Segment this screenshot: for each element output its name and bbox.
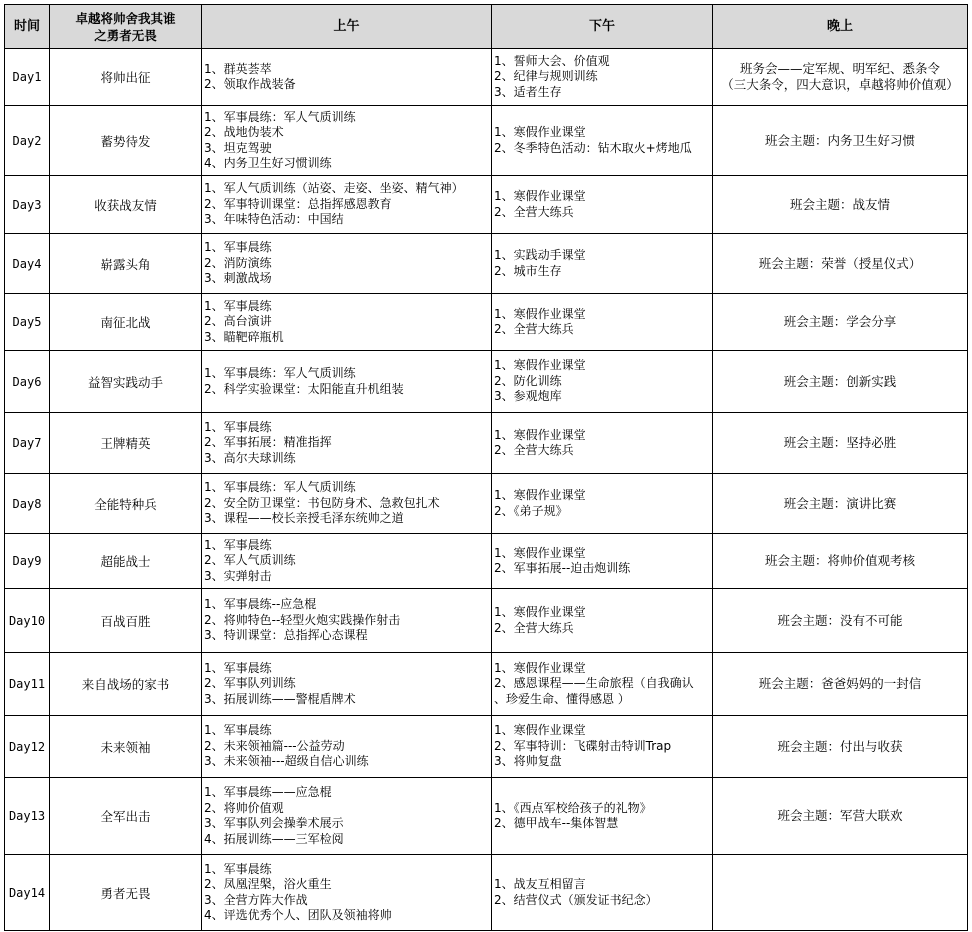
- morning-cell: [202, 716, 492, 778]
- evening-cell: [713, 855, 968, 931]
- evening-activity: 班会主题：坚持必胜: [783, 435, 897, 450]
- header-time: 时间: [5, 5, 50, 49]
- header-morning: 上午: [202, 5, 492, 49]
- morning-activity: 4、内务卫生好习惯训练: [204, 156, 332, 170]
- day-cell: Day13: [5, 778, 50, 855]
- afternoon-activity: 1、实践动手课堂: [494, 248, 586, 262]
- table-row: [5, 294, 968, 351]
- morning-activity: 2、未来领袖篇---公益劳动: [204, 738, 345, 753]
- evening-activity: 班会主题：没有不可能: [777, 612, 903, 628]
- morning-activity: 2、科学实验课堂：太阳能直升机组装: [204, 381, 404, 396]
- morning-cell: [202, 351, 492, 413]
- morning-cell: [202, 653, 492, 716]
- morning-activity: 1、军事晨练: [204, 537, 272, 552]
- morning-cell: [202, 106, 492, 176]
- day-cell: Day4: [5, 234, 50, 294]
- morning-activity: 3、刺激战场: [204, 271, 272, 286]
- morning-activity: 3、高尔夫球训练: [204, 450, 296, 465]
- schedule-body: [5, 49, 968, 931]
- morning-activity: 2、领取作战装备: [204, 77, 296, 91]
- evening-cell: [713, 351, 968, 413]
- evening-cell: [713, 589, 968, 653]
- morning-activity: 2、凤凰涅槃，浴火重生: [204, 877, 332, 891]
- afternoon-activity: 3、参观炮库: [494, 389, 562, 404]
- afternoon-activity: 1、《西点军校给孩子的礼物》: [494, 800, 652, 815]
- afternoon-activity: 2、全营大练兵: [494, 322, 574, 336]
- evening-cell: [713, 413, 968, 474]
- day-cell: Day10: [5, 589, 50, 653]
- morning-activity: 2、消防演练: [204, 255, 272, 270]
- afternoon-cell: [492, 413, 713, 474]
- table-row: [5, 106, 968, 176]
- theme-cell: 全军出击: [50, 778, 202, 855]
- morning-activity: 1、军事晨练: [204, 660, 272, 675]
- morning-activity: 1、军人气质训练（站姿、走姿、坐姿、精气神）: [204, 181, 464, 196]
- evening-cell: [713, 234, 968, 294]
- morning-cell: [202, 778, 492, 855]
- morning-activity: 3、实弹射击: [204, 568, 272, 583]
- evening-activity: 班会主题：荣誉（授星仪式）: [758, 255, 922, 271]
- morning-cell: [202, 855, 492, 931]
- evening-cell: [713, 474, 968, 534]
- morning-activity: 4、拓展训练——三军检阅: [204, 831, 344, 846]
- morning-activity: 2、军事特训课堂：总指挥感恩教育: [204, 196, 392, 211]
- morning-activity: 3、瞄靶碎瓶机: [204, 329, 284, 344]
- theme-cell: 超能战士: [50, 534, 202, 589]
- day-cell: Day12: [5, 716, 50, 778]
- table-row: [5, 534, 968, 589]
- evening-activity: 班会主题：军营大联欢: [777, 808, 903, 823]
- morning-activity: 3、特训课堂：总指挥心态课程: [204, 628, 368, 643]
- morning-activity: 4、评选优秀个人、团队及领袖将帅: [204, 908, 392, 922]
- morning-activity: 2、将帅价值观: [204, 800, 284, 815]
- morning-activity: 2、军事队列训练: [204, 676, 296, 691]
- table-row: [5, 778, 968, 855]
- afternoon-activity: 2、德甲战车--集体智慧: [494, 816, 619, 830]
- day-cell: Day7: [5, 413, 50, 474]
- afternoon-activity: 2、军事特训：飞碟射击特训Trap: [494, 738, 672, 753]
- afternoon-cell: [492, 474, 713, 534]
- evening-cell: [713, 716, 968, 778]
- morning-activity: 3、年味特色活动：中国结: [204, 212, 344, 227]
- morning-activity: 3、军事队列会操拳术展示: [204, 816, 344, 830]
- afternoon-activity: 、珍爱生命、懂得感恩 ）: [494, 691, 630, 706]
- day-cell: Day1: [5, 49, 50, 106]
- evening-activity: 班会主题：内务卫生好习惯: [764, 132, 915, 148]
- morning-activity: 2、安全防卫课堂：书包防身术、急救包扎术: [204, 495, 440, 510]
- afternoon-cell: [492, 49, 713, 106]
- afternoon-activity: 1、寒假作业课堂: [494, 189, 586, 203]
- afternoon-cell: [492, 351, 713, 413]
- afternoon-cell: [492, 589, 713, 653]
- evening-activity: 班会主题：创新实践: [783, 373, 897, 389]
- afternoon-activity: 2、《弟子规》: [494, 503, 568, 518]
- morning-activity: 2、战地伪装术: [204, 125, 284, 139]
- evening-activity: 班务会——定军规、明军纪、悉条令: [739, 61, 940, 76]
- afternoon-cell: [492, 294, 713, 351]
- morning-activity: 1、军事晨练: [204, 723, 272, 738]
- afternoon-cell: [492, 176, 713, 234]
- afternoon-cell: [492, 778, 713, 855]
- theme-cell: 将帅出征: [50, 49, 202, 106]
- afternoon-activity: 1、寒假作业课堂: [494, 358, 586, 373]
- morning-cell: [202, 474, 492, 534]
- morning-activity: 3、未来领袖---超级自信心训练: [204, 754, 369, 769]
- evening-cell: [713, 294, 968, 351]
- theme-cell: 勇者无畏: [50, 855, 202, 931]
- afternoon-activity: 1、寒假作业课堂: [494, 723, 586, 738]
- table-row: [5, 351, 968, 413]
- evening-cell: [713, 653, 968, 716]
- header-theme: 卓越将帅舍我其谁之勇者无畏: [50, 5, 202, 49]
- afternoon-activity: 2、城市生存: [494, 263, 562, 278]
- afternoon-activity: 1、寒假作业课堂: [494, 660, 586, 675]
- evening-cell: [713, 534, 968, 589]
- afternoon-cell: [492, 106, 713, 176]
- evening-activity: 班会主题：爸爸妈妈的一封信: [758, 676, 922, 691]
- afternoon-cell: [492, 234, 713, 294]
- morning-activity: 1、军事晨练——应急棍: [204, 785, 332, 799]
- table-row: [5, 176, 968, 234]
- schedule-table: [4, 4, 968, 931]
- day-cell: Day14: [5, 855, 50, 931]
- morning-activity: 1、军事晨练: [204, 298, 272, 313]
- evening-activity: 班会主题：战友情: [789, 196, 890, 212]
- morning-activity: 1、军事晨练: [204, 861, 272, 876]
- afternoon-activity: 1、战友互相留言: [494, 877, 586, 891]
- morning-activity: 2、军事拓展：精准指挥: [204, 435, 332, 450]
- theme-cell: 来自战场的家书: [50, 653, 202, 716]
- day-cell: Day11: [5, 653, 50, 716]
- theme-cell: 崭露头角: [50, 234, 202, 294]
- evening-cell: [713, 176, 968, 234]
- table-row: [5, 653, 968, 716]
- morning-cell: [202, 176, 492, 234]
- afternoon-activity: 1、寒假作业课堂: [494, 427, 586, 442]
- afternoon-cell: [492, 716, 713, 778]
- day-cell: Day9: [5, 534, 50, 589]
- afternoon-activity: 2、结营仪式（颁发证书纪念）: [494, 892, 658, 907]
- header-evening: 晚上: [713, 5, 968, 49]
- evening-activity: 班会主题：演讲比赛: [783, 495, 897, 511]
- theme-cell: 未来领袖: [50, 716, 202, 778]
- afternoon-activity: 3、适者生存: [494, 84, 562, 99]
- day-cell: Day2: [5, 106, 50, 176]
- morning-activity: 2、将帅特色--轻型火炮实践操作射击: [204, 612, 401, 627]
- morning-activity: 3、坦克驾驶: [204, 140, 272, 155]
- day-cell: Day5: [5, 294, 50, 351]
- evening-cell: [713, 106, 968, 176]
- morning-activity: 3、拓展训练——警棍盾牌术: [204, 691, 356, 706]
- afternoon-activity: 2、感恩课程——生命旅程（自我确认: [494, 676, 694, 691]
- theme-cell: 收获战友情: [50, 176, 202, 234]
- evening-activity: 班会主题：学会分享: [783, 314, 897, 329]
- morning-cell: [202, 234, 492, 294]
- table-row: [5, 49, 968, 106]
- morning-cell: [202, 413, 492, 474]
- morning-cell: [202, 49, 492, 106]
- afternoon-activity: 1、寒假作业课堂: [494, 545, 586, 560]
- theme-cell: 蓄势待发: [50, 106, 202, 176]
- afternoon-activity: 1、寒假作业课堂: [494, 125, 586, 139]
- morning-cell: [202, 534, 492, 589]
- morning-activity: 1、群英荟萃: [204, 61, 272, 76]
- day-cell: Day3: [5, 176, 50, 234]
- evening-cell: [713, 778, 968, 855]
- morning-activity: 1、军事晨练: [204, 419, 272, 434]
- afternoon-cell: [492, 653, 713, 716]
- morning-activity: 1、军事晨练: [204, 240, 272, 255]
- afternoon-activity: 2、全营大练兵: [494, 204, 574, 219]
- evening-activity: （三大条令，四大意识，卓越将帅价值观）: [721, 77, 959, 92]
- afternoon-activity: 2、全营大练兵: [494, 620, 574, 635]
- table-row: [5, 234, 968, 294]
- morning-activity: 3、全营方阵大作战: [204, 892, 308, 907]
- header-row: [5, 5, 968, 49]
- morning-activity: 3、课程——校长亲授毛泽东统帅之道: [204, 511, 404, 526]
- table-row: [5, 474, 968, 534]
- theme-cell: 南征北战: [50, 294, 202, 351]
- morning-activity: 1、军事晨练--应急棍: [204, 597, 317, 612]
- theme-cell: 全能特种兵: [50, 474, 202, 534]
- afternoon-cell: [492, 534, 713, 589]
- evening-activity: 班会主题：将帅价值观考核: [764, 553, 915, 568]
- morning-activity: 1、军事晨练：军人气质训练: [204, 480, 356, 495]
- table-row: [5, 716, 968, 778]
- table-row: [5, 855, 968, 931]
- afternoon-cell: [492, 855, 713, 931]
- theme-cell: 王牌精英: [50, 413, 202, 474]
- morning-activity: 2、军人气质训练: [204, 553, 296, 568]
- afternoon-activity: 2、冬季特色活动：钻木取火+烤地瓜: [494, 140, 692, 155]
- theme-cell: 益智实践动手: [50, 351, 202, 413]
- morning-activity: 1、军事晨练：军人气质训练: [204, 109, 356, 124]
- morning-cell: [202, 294, 492, 351]
- evening-activity: 班会主题：付出与收获: [777, 738, 903, 754]
- afternoon-activity: 1、誓师大会、价值观: [494, 53, 610, 68]
- afternoon-activity: 1、寒假作业课堂: [494, 488, 586, 502]
- theme-cell: 百战百胜: [50, 589, 202, 653]
- table-row: [5, 589, 968, 653]
- afternoon-activity: 2、纪律与规则训练: [494, 69, 598, 84]
- day-cell: Day6: [5, 351, 50, 413]
- day-cell: Day8: [5, 474, 50, 534]
- header-afternoon: 下午: [492, 5, 713, 49]
- table-row: [5, 413, 968, 474]
- afternoon-activity: 1、寒假作业课堂: [494, 306, 586, 321]
- afternoon-activity: 2、防化训练: [494, 373, 562, 388]
- evening-cell: [713, 49, 968, 106]
- afternoon-activity: 3、将帅复盘: [494, 754, 562, 769]
- afternoon-activity: 1、寒假作业课堂: [494, 605, 586, 619]
- afternoon-activity: 2、全营大练兵: [494, 443, 574, 457]
- morning-cell: [202, 589, 492, 653]
- morning-activity: 1、军事晨练：军人气质训练: [204, 366, 356, 380]
- morning-activity: 2、高台演讲: [204, 314, 272, 329]
- afternoon-activity: 2、军事拓展--迫击炮训练: [494, 561, 631, 575]
